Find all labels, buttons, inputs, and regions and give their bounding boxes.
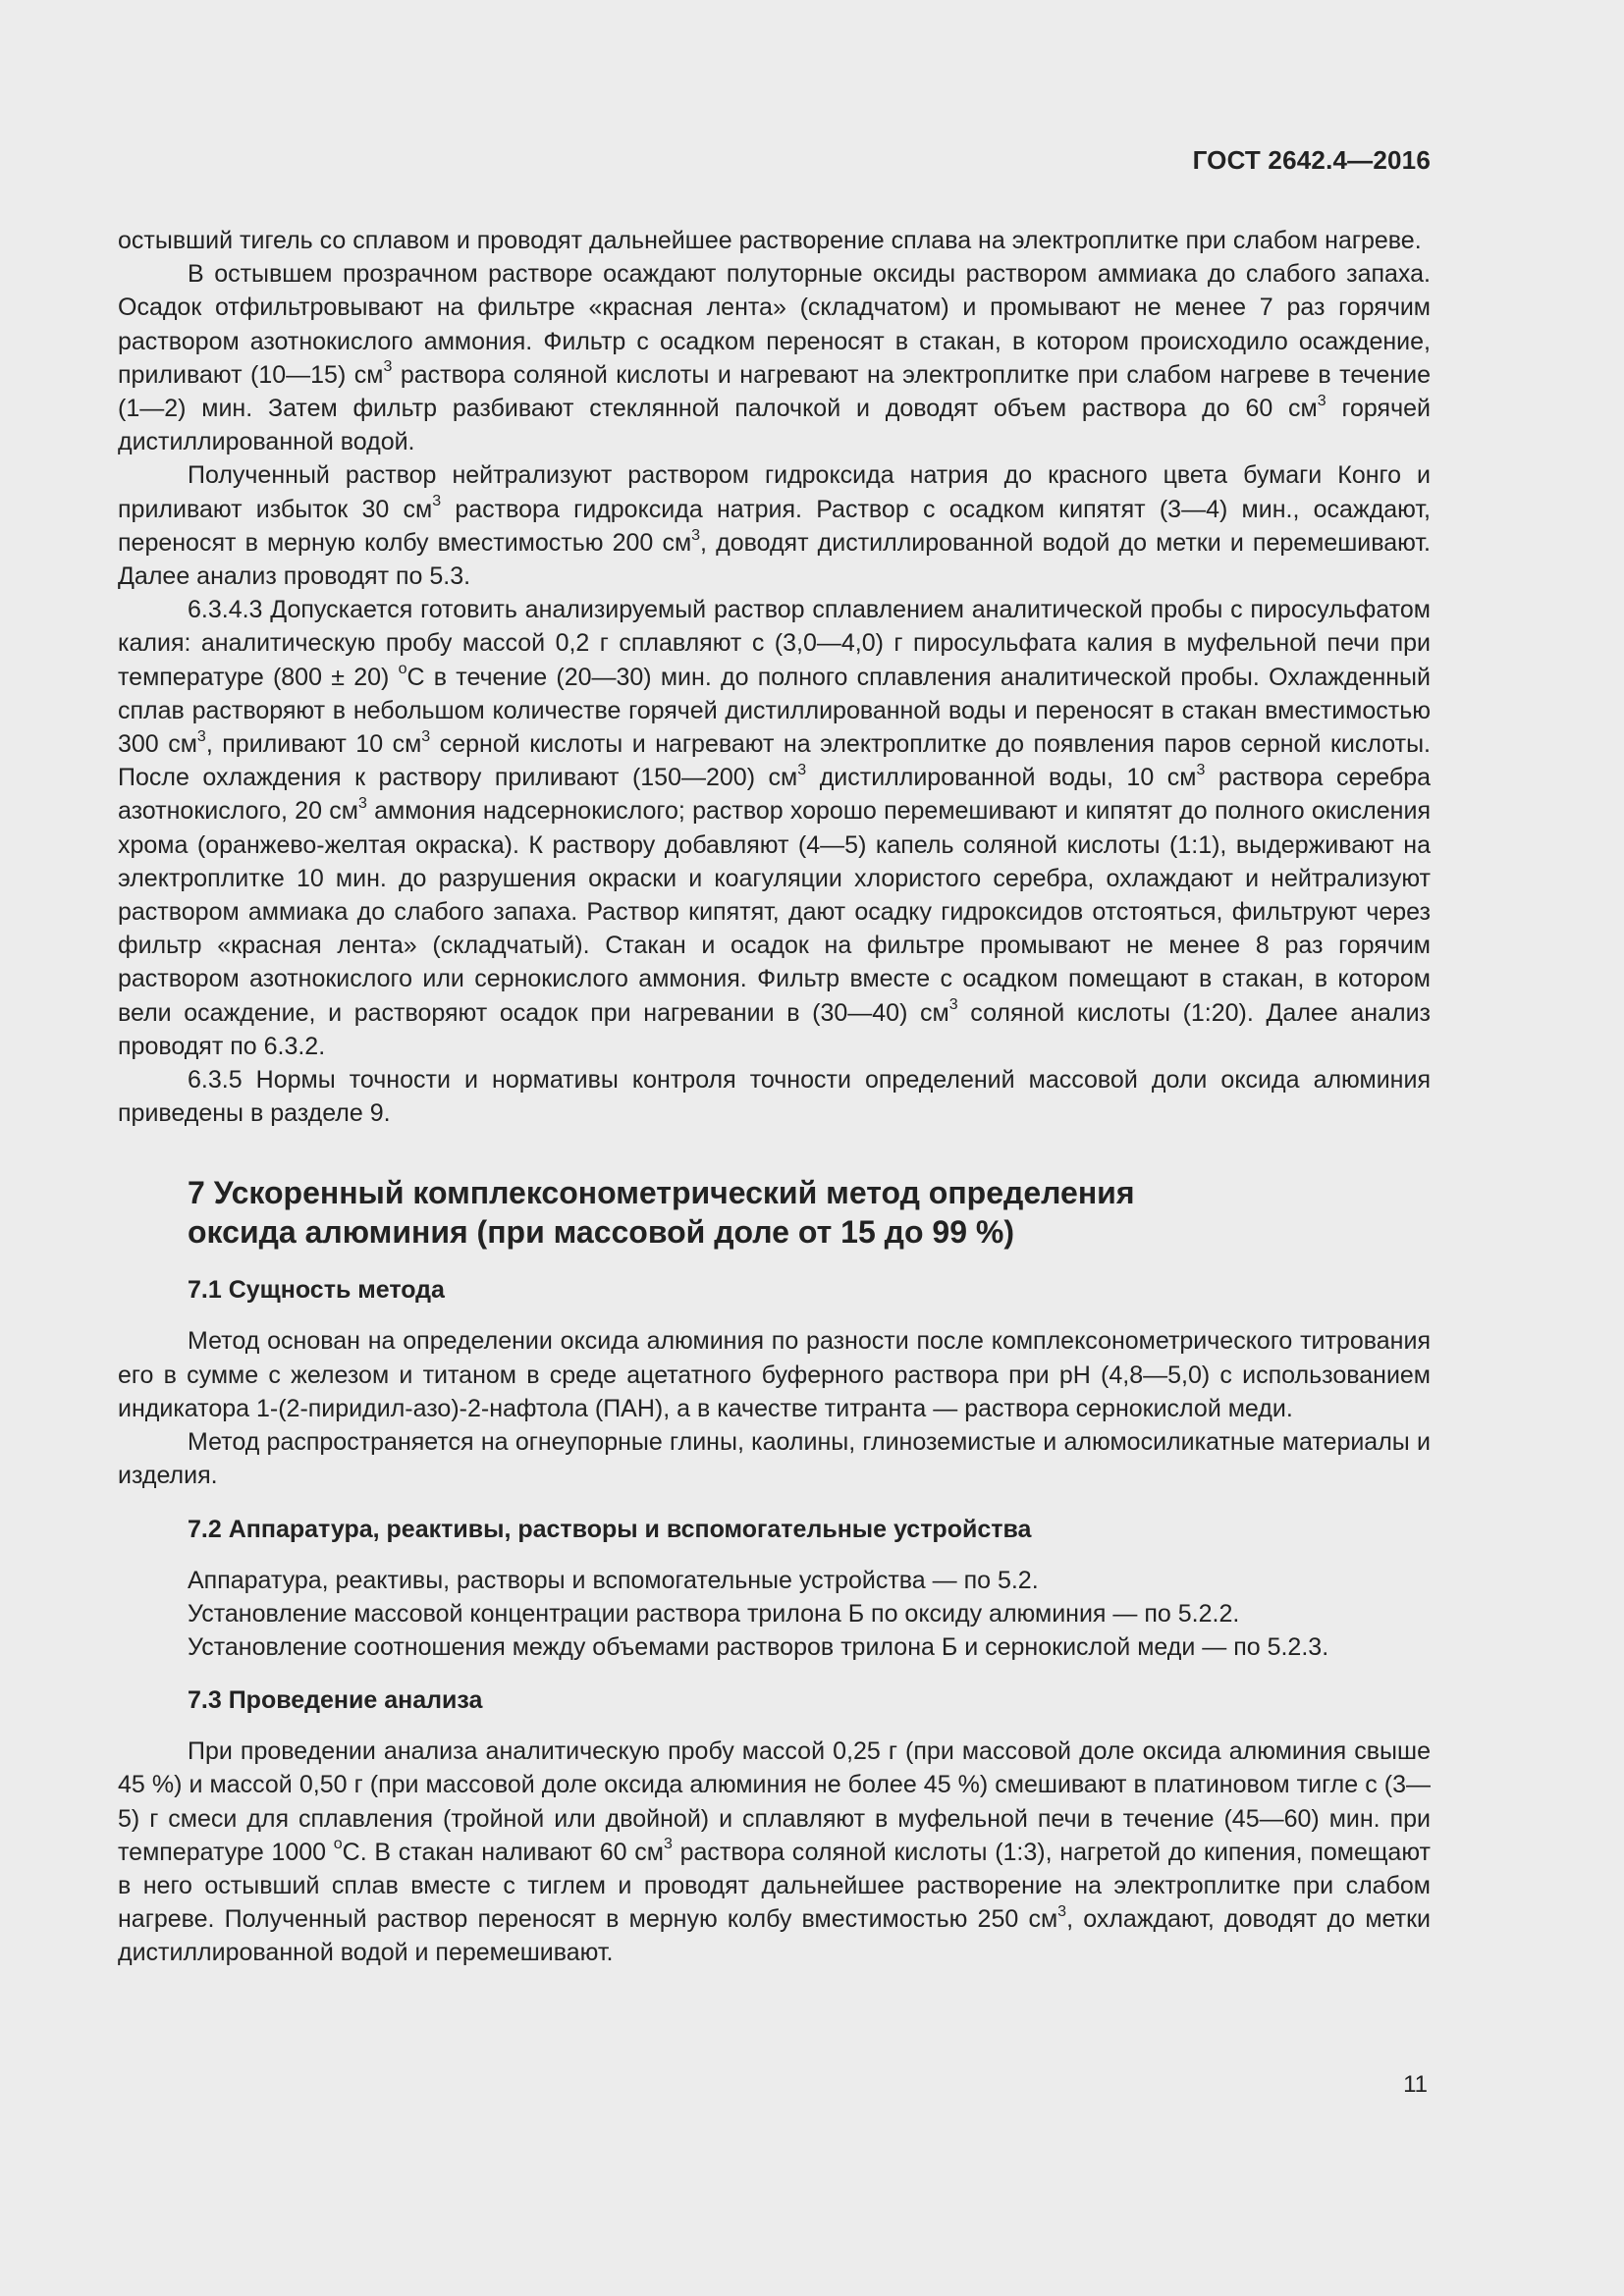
page-body: [118, 224, 1431, 1970]
page-number: 11: [1403, 2071, 1428, 2098]
document-id-header: ГОСТ 2642.4—2016: [1192, 145, 1431, 175]
section-7-title: [188, 1173, 1431, 1252]
subsection-7-1-heading: 7.1 Сущность метода: [188, 1276, 445, 1305]
paragraph: Метод распространяется на огнеупорные глины, каолины, глиноземистые и алюмосиликатные материалы и изделия.: [118, 1428, 1431, 1490]
paragraph: В остывшем прозрачном растворе осаждают полуторные оксиды раствором аммиака до слабого запаха. Осадок отфильтровывают на фильтре «красная лента» (складчатом) и промывают не менее 7 раз горячим раствором азотнокислого аммония. Фильтр с осадком переносят в стакан, в котором происходило осаждение, приливают (10—15) $см^3$ раствора соляной кислоты и нагревают на электроплитке при слабом нагреве в течение (1—2) мин. Затем фильтр разбивают стеклянной палочкой и доводят объем раствора до 60 $см^3$ горячей дистиллированной водой.: [118, 260, 1431, 456]
list-line: Установление соотношения между объемами растворов трилона Б и сернокислой меди — по 5.2.3.: [188, 1632, 1329, 1661]
paragraph: Метод основан на определении оксида алюминия по разности после комплексонометрического титрования его в сумме с железом и титаном в среде ацетатного буферного раствора при рН (4,8—5,0) с использованием индикатора 1-(2-пиридил-азо)-2-нафтола (ПАН), а в качестве титранта — раствора сернокислой меди.: [118, 1327, 1431, 1422]
section-7-title-line: 7 Ускоренный комплексонометрический метод определения: [188, 1175, 1135, 1211]
subsection-7-2-heading: 7.2 Аппаратура, реактивы, растворы и вспомогательные устройства: [188, 1515, 1032, 1543]
paragraph: 6.3.5 Нормы точности и нормативы контроля точности определений массовой доли оксида алюминия приведены в разделе 9.: [118, 1066, 1431, 1128]
paragraph: При проведении анализа аналитическую пробу массой 0,25 г (при массовой доле оксида алюминия свыше 45 %) и массой 0,50 г (при массовой доле оксида алюминия не более 45 %) смешивают в платиновом тигле с (3—5) г смеси для сплавления (тройной или двойной) и сплавляют в муфельной печи в течение (45—60) мин. при температуре 1000 $^о$С. В стакан наливают 60 $см^3$ раствора соляной кислоты (1:3), нагретой до кипения, помещают в него остывший сплав вместе с тиглем и проводят дальнейшее растворение на электроплитке при слабом нагреве. Полученный раствор переносят в мерную колбу вместимостью 250 $см^3$, охлаждают, доводят до метки дистиллированной водой и перемешивают.: [118, 1737, 1431, 1967]
list-line: Установление массовой концентрации раствора трилона Б по оксиду алюминия — по 5.2.2.: [188, 1599, 1240, 1628]
paragraph: остывший тигель со сплавом и проводят дальнейшее растворение сплава на электроплитке при слабом нагреве.: [118, 227, 1422, 254]
paragraph: Полученный раствор нейтрализуют раствором гидроксида натрия до красного цвета бумаги Конго и приливают избыток 30 $см^3$ раствора гидроксида натрия. Раствор с осадком кипятят (3—4) мин., осаждают, переносят в мерную колбу вместимостью 200 $см^3$, доводят дистиллированной водой до метки и перемешивают. Далее анализ проводят по 5.3.: [118, 461, 1432, 591]
list-line: Аппаратура, реактивы, растворы и вспомогательные устройства — по 5.2.: [188, 1566, 1039, 1594]
subsection-7-3-heading: 7.3 Проведение анализа: [188, 1686, 483, 1715]
paragraph: 6.3.4.3 Допускается готовить анализируемый раствор сплавлением аналитической пробы с пиросульфатом калия: аналитическую пробу массой 0,2 г сплавляют с (3,0—4,0) г пиросульфата калия в муфельной печи при температуре (800 ± 20) $^о$С в течение (20—30) мин. до полного сплавления аналитической пробы. Охлажденный сплав растворяют в небольшом количестве горячей дистиллированной воды и переносят в стакан вместимостью 300 $см^3$, приливают 10 $см^3$ серной кислоты и нагревают на электроплитке до появления паров серной кислоты. После охлаждения к раствору приливают (150—200) $см^3$ дистиллированной воды, 10 $см^3$ раствора серебра азотнокислого, 20 $см^3$ аммония надсернокислого; раствор хорошо перемешивают и кипятят до полного окисления хрома (оранжево-желтая окраска). К раствору добавляют (4—5) капель соляной кислоты (1:1), выдерживают на электроплитке 10 мин. до разрушения окраски и коагуляции хлористого серебра, охлаждают и нейтрализуют раствором аммиака до слабого запаха. Раствор кипятят, дают осадку гидроксидов отстояться, фильтруют через фильтр «красная лента» (складчатый). Стакан и осадок на фильтре промывают не менее 8 раз горячим раствором азотнокислого или сернокислого аммония. Фильтр вместе с осадком помещают в стакан, в котором вели осаждение, и растворяют осадок при нагревании в (30—40) $см^3$ соляной кислоты (1:20). Далее анализ проводят по 6.3.2.: [118, 596, 1431, 1060]
section-7-title-line: оксида алюминия (при массовой доле от 15 до 99 %): [188, 1214, 1014, 1251]
